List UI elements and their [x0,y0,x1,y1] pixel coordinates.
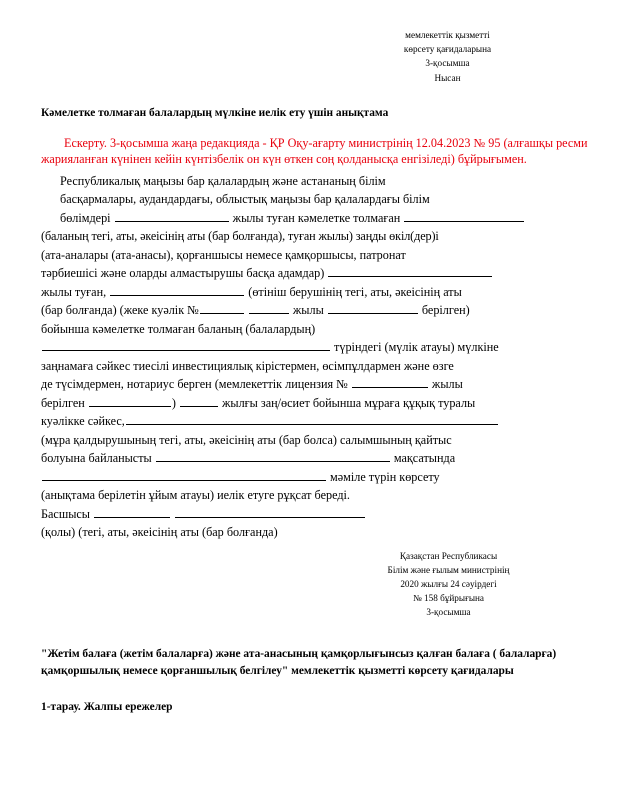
body-line-20: (қолы) (тегі, аты, әкеісінің аты (бар болғанда) [41,525,278,540]
header-stamp-line-3: 3-қосымша [425,58,470,69]
body-line-17-text: мәміле түрін көрсету [330,469,440,484]
body-line-12-text-a: де түсімдермен, нотариус берген (мемлекеттік лицензия № [41,377,348,392]
body-line-16-text-a: болуына байланысты [41,451,152,466]
chapter-heading: 1-тарау. Жалпы ережелер [41,700,173,713]
body-line-15: (мұра қалдырушының тегі, аты, әкеісінің аты (бар болса) салымшының қайтыс [41,432,452,447]
footer-stamp-line-3: 2020 жылғы 24 сәуірдегі [400,579,497,590]
header-stamp [41,28,594,85]
header-stamp-line-1: мемлекеттік қызметті [405,30,490,40]
footer-stamp-line-5: 3-қосымша [426,607,471,618]
document-title: Кәмелетке толмаған балалардың мүлкіне иелік ету үшін анықтама [41,106,389,119]
fill-signature[interactable] [94,506,170,518]
body-line-2: басқармалары, аудандардағы, облыстық маңызы бар қалалардағы білім [60,192,430,207]
footer-stamp-line-4: № 158 бұйрығына [412,593,485,604]
body-line-8-text-c: берілген) [421,303,470,318]
body-line-7-text-a: жылы туған, [41,284,107,299]
body-line-13-text-c: жылғы заң/өсиет бойынша мұраға құқық туралы [221,395,476,410]
fill-birth-year-1[interactable] [115,210,229,222]
body-line-3 [60,209,527,228]
header-stamp-line-4: Нысан [434,72,461,83]
fill-purpose[interactable] [156,450,390,462]
body-line-10 [41,338,527,357]
fill-id-year[interactable] [249,302,289,314]
body-line-12 [41,375,527,394]
fill-inheritance-year[interactable] [180,395,218,407]
body-line-6-text: тәрбиешісі және оларды алмастырушы басқа адамдар) [41,266,325,281]
body-line-14-text: куәлікке сәйкес, [41,414,125,429]
fill-representative-name[interactable] [328,265,492,277]
body-line-13 [41,394,527,413]
body-line-13-text-b: ) [171,395,176,410]
fill-organization-name[interactable] [42,469,326,481]
fill-property-name[interactable] [42,339,330,351]
body-line-8 [41,301,527,320]
body-line-6 [41,264,527,283]
header-stamp-line-2: көрсету қағидаларына [403,44,492,55]
body-line-16 [41,449,527,468]
fill-applicant-name[interactable] [110,284,244,296]
body-line-14 [41,412,527,431]
body-line-1: Республикалық маңызы бар қалалардың және астананың білім [60,173,386,188]
amendment-note: Ескерту. 3-қосымша жаңа редакцияда - ҚР Оқу-ағарту министрінің 12.04.2023 № 95 (алғашқы ресми жарияланған күнінен кейін күнтізбелік он күн өткен соң қолданысқа енгізіледі) бұйрығымен. [41,135,588,167]
fill-testator-name[interactable] [126,413,498,425]
body-line-19 [41,505,527,524]
body-line-7-text-b: (өтініш берушінің тегі, аты, әкеісінің аты [248,284,462,299]
body-line-8-text-b: жылы [292,303,324,318]
rules-title: "Жетім балаға (жетім балаларға) және ата-анасының қамқорлығынсыз қалған балаға ( балаларға) қамқоршылық немесе қорғаншылық белгілеу" мемлекеттік қызметті көрсету қағидалары [41,647,557,678]
body-line-12-text-b: жылы [431,377,463,392]
body-line-16-text-b: мақсатында [393,451,456,466]
body-line-3-text-b: жылы туған кәмелетке толмаған [232,210,401,225]
body-line-9: бойынша кәмелетке толмаған баланың (балалардың) [41,321,316,336]
body-line-11: заңнамаға сәйкес тиесілі инвестициялық кірістермен, өсімпұлдармен және өзге [41,358,454,373]
body-line-7 [41,283,527,302]
fill-license-issued[interactable] [89,395,171,407]
body-line-3-text-a: бөлімдері [60,210,111,225]
body-line-19-text: Басшысы [41,506,90,521]
fill-id-issuer[interactable] [328,302,418,314]
body-line-13-text-a: берілген [41,395,85,410]
footer-stamp-line-1: Қазақстан Республикасы [399,550,498,561]
body-line-18: (анықтама берілетін ұйым атауы) иелік етуге рұқсат береді. [41,488,350,503]
document-body [41,172,527,542]
footer-stamp [41,549,594,620]
fill-id-number[interactable] [200,302,244,314]
body-line-4: (баланың тегі, аты, әкеісінің аты (бар болғанда), туған жылы) заңды өкіл(дер)і [41,229,439,244]
body-line-8-text-a: (бар болғанда) (жеке куәлік № [41,303,199,318]
footer-stamp-line-2: Білім және ғылым министрінің [387,564,510,575]
fill-license-number[interactable] [352,376,428,388]
fill-director-name[interactable] [175,506,365,518]
body-line-5: (ата-аналары (ата-анасы), қорғаншысы немесе қамқоршысы, патронат [41,247,406,262]
body-line-10-text: түріндегі (мүлік атауы) мүлкіне [334,340,499,355]
fill-child-name[interactable] [404,210,524,222]
body-line-17 [41,468,527,487]
